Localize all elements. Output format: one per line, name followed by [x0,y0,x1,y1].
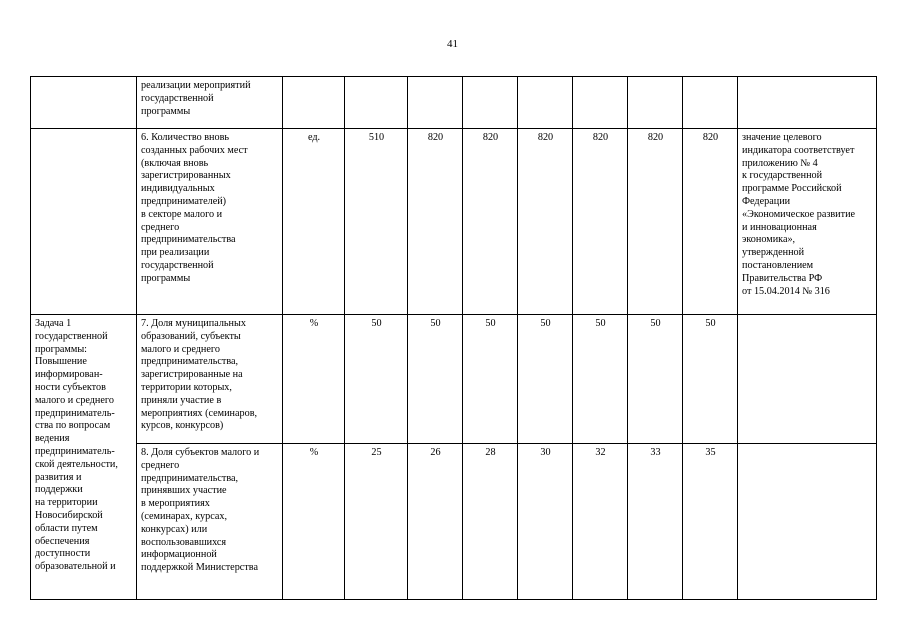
task-cell-empty [31,77,137,129]
indicator-cell: реализации мероприятий государственной программы [137,77,283,129]
value-cell: 820 [408,129,463,315]
note-cell: значение целевого индикатора соответствует приложению № 4 к государственной программе Российской Федерации «Экономическое развитие и инновационная экономика», утвержденной постановлением Правительства РФ от 15.04.2014 № 316 [738,129,877,315]
value-cell: 820 [628,129,683,315]
value-cell: 50 [463,315,518,444]
value-cell: 50 [683,315,738,444]
unit-cell [283,77,345,129]
value-cell: 25 [345,444,408,600]
indicator-cell: 6. Количество вновь созданных рабочих мест (включая вновь зарегистрированных индивидуальных предпринимателей) в секторе малого и среднего предпринимательства при реализации государственной программы [137,129,283,315]
value-cell: 510 [345,129,408,315]
page-number: 41 [447,38,458,50]
note-cell [738,77,877,129]
value-cell: 820 [463,129,518,315]
value-cell: 50 [518,315,573,444]
indicators-table [30,76,877,600]
value-cell: 33 [628,444,683,600]
value-cell: 820 [518,129,573,315]
value-cell: 26 [408,444,463,600]
value-cell [345,77,408,129]
value-cell: 820 [573,129,628,315]
table-row-8 [31,444,877,600]
value-cell: 35 [683,444,738,600]
value-cell [463,77,518,129]
unit-cell: % [283,444,345,600]
indicator-cell: 8. Доля субъектов малого и среднего предпринимательства, принявших участие в мероприятиях (семинарах, курсах, конкурсах) или воспользовавшихся информационной поддержкой Министерства [137,444,283,600]
unit-cell: ед. [283,129,345,315]
value-cell: 50 [628,315,683,444]
indicator-cell: 7. Доля муниципальных образований, субъекты малого и среднего предпринимательства, зарегистрированные на территории которых, приняли участие в мероприятиях (семинаров, курсов, конкурсов) [137,315,283,444]
task-cell-empty [31,129,137,315]
value-cell: 30 [518,444,573,600]
value-cell [408,77,463,129]
note-cell [738,444,877,600]
value-cell [518,77,573,129]
value-cell: 820 [683,129,738,315]
value-cell [683,77,738,129]
value-cell: 50 [573,315,628,444]
note-cell [738,315,877,444]
value-cell: 50 [345,315,408,444]
task-cell: Задача 1 государственной программы: Повышение информирован- ности субъектов малого и среднего предприниматель- ства по вопросам ведения предприниматель- ской деятельности, развития и поддержки на территории Новосибирской области путем обеспечения доступности образовательной и [31,315,137,600]
value-cell: 50 [408,315,463,444]
value-cell [628,77,683,129]
value-cell: 32 [573,444,628,600]
value-cell: 28 [463,444,518,600]
unit-cell: % [283,315,345,444]
table-row-6 [31,129,877,315]
table-row-7 [31,315,877,444]
value-cell [573,77,628,129]
table-row-continued [31,77,877,129]
